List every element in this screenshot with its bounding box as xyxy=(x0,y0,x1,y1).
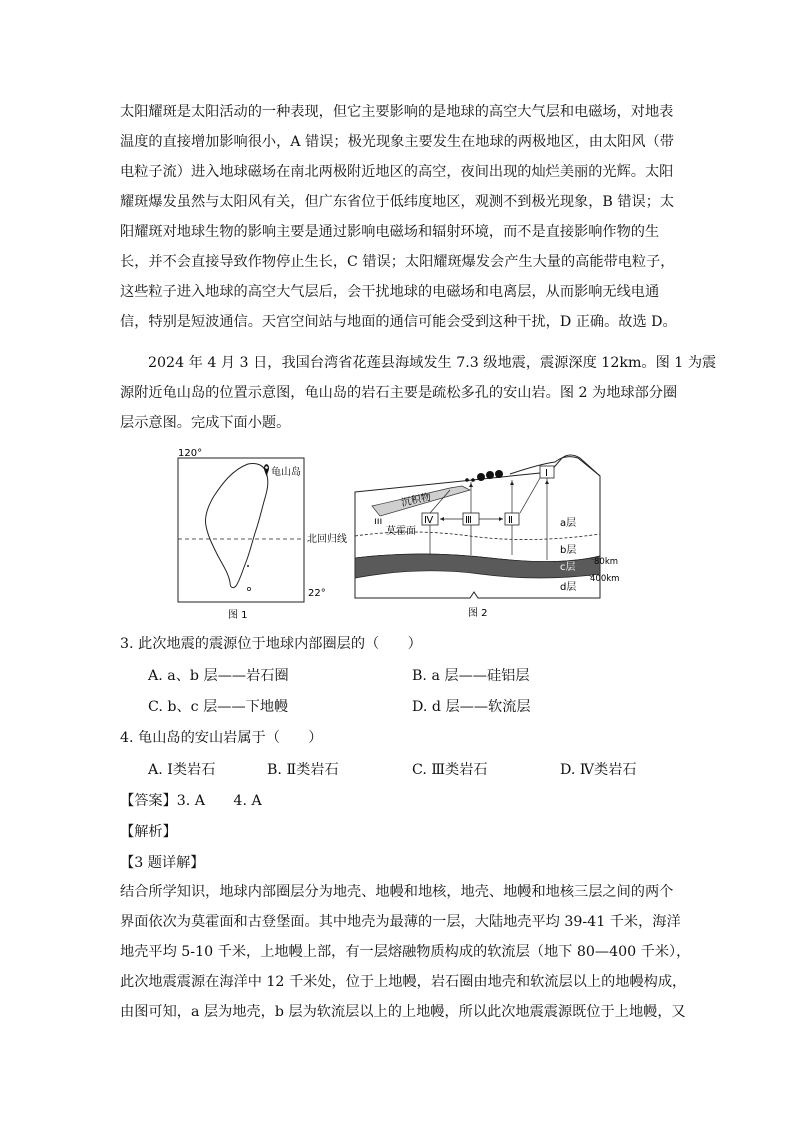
question-3-option-a: A. a、b 层——岩石圈 xyxy=(148,668,289,684)
rock-box-3-label: Ⅲ xyxy=(465,515,472,526)
text-line: 这些粒子进入地球的高空大气层后，会干扰地球的电磁场和电离层，从而影响无线电通 xyxy=(120,284,660,300)
moho-label: 莫霍面 xyxy=(386,526,416,537)
text-line: 温度的直接增加影响很小，A 错误；极光现象主要发生在地球的两极地区，由太阳风（带 xyxy=(120,134,674,150)
question-4-stem: 4. 龟山岛的安山岩属于（ ） xyxy=(120,730,323,746)
paragraph-earthquake-intro xyxy=(120,348,717,438)
text-line: 此次地震震源在海洋中 12 千米处，位于上地幔，岩石圈由地壳和软流层以上的地幔构成， xyxy=(120,974,687,990)
question-4-option-b: B. Ⅱ类岩石 xyxy=(267,762,339,778)
layer-c-label: c层 xyxy=(560,562,576,573)
small-island xyxy=(247,587,250,590)
question-4-option-c: C. Ⅲ类岩石 xyxy=(412,762,488,778)
sediment-marks: ııı xyxy=(374,516,383,527)
paragraph-solar-flare xyxy=(120,97,676,337)
text-line: 太阳耀斑是太阳活动的一种表现，但它主要影响的是地球的高空大气层和电磁场，对地表 xyxy=(120,104,674,120)
text-line: 2024 年 4 月 3 日，我国台湾省花莲县海域发生 7.3 级地震，震源深度 12km。图 1 为震 xyxy=(148,355,717,371)
small-island xyxy=(247,565,249,567)
question-3-option-c: C. b、c 层——下地幔 xyxy=(148,699,289,715)
detail-heading: 【3 题详解】 xyxy=(120,855,205,871)
layer-b-label: b层 xyxy=(560,545,577,556)
text-line: 信，特别是短波通信。天宫空间站与地面的通信可能会受到这种干扰，D 正确。故选 D。 xyxy=(120,314,677,330)
figure-1-caption: 图 1 xyxy=(228,610,248,621)
text-line: 源附近龟山岛的位置示意图，龟山岛的岩石主要是疏松多孔的安山岩。图 2 为地球部分圈 xyxy=(120,385,678,401)
analysis-heading: 【解析】 xyxy=(120,824,177,840)
rock-box-2-label: Ⅱ xyxy=(508,515,513,526)
question-3-stem: 3. 此次地震的震源位于地球内部圈层的（ ） xyxy=(120,636,422,652)
longitude-label: 120° xyxy=(178,448,203,459)
text-line: 界面依次为莫霍面和古登堡面。其中地壳为最薄的一层，大陆地壳平均 39-41 千米，海洋 xyxy=(120,914,681,930)
text-line: 耀斑爆发虽然与太阳风有关，但广东省位于低纬度地区，观测不到极光现象，B 错误；太 xyxy=(120,194,675,210)
text-line: 层示意图。完成下面小题。 xyxy=(120,415,291,431)
text-line: 阳耀斑对地球生物的影响主要是通过影响电磁场和辐射环境，而不是直接影响作物的生 xyxy=(120,224,660,240)
figure-2-diagram xyxy=(350,450,630,622)
text-line: 地壳平均 5-10 千米，上地幔上部，有一层熔融物质构成的软流层（地下 80—400 千米）， xyxy=(120,944,691,960)
question-4-option-d: D. Ⅳ类岩石 xyxy=(560,762,637,778)
island-label: 龟山岛 xyxy=(271,467,301,478)
figure-1-map xyxy=(170,446,347,624)
layer-a-label: a层 xyxy=(560,518,577,529)
text-line: 由图可知，a 层为地壳，b 层为软流层以上的上地幔，所以此次地震震源既位于上地幔，又 xyxy=(120,1004,686,1020)
taiwan-island-shape xyxy=(205,463,267,587)
question-3-option-d: D. d 层——软流层 xyxy=(412,699,531,715)
depth-80-label: 80km xyxy=(594,557,619,567)
tropic-label: 北回归线 xyxy=(307,534,347,545)
rock-box-4-label: Ⅳ xyxy=(424,515,434,526)
figure-2-caption: 图 2 xyxy=(468,608,488,619)
paragraph-explanation xyxy=(120,877,691,1027)
rock-box-1-label: Ⅰ xyxy=(545,468,548,479)
depth-400-label: 400km xyxy=(590,574,620,584)
latitude-label: 22° xyxy=(308,588,326,599)
text-line: 结合所学知识，地球内部圈层分为地壳、地幔和地核，地壳、地幔和地核三层之间的两个 xyxy=(120,884,674,900)
sediment-label: 沉积物 xyxy=(400,491,432,509)
layer-d-label: d层 xyxy=(560,582,577,593)
answer-line: 【答案】3. A 4. A xyxy=(120,793,262,809)
question-4-option-a: A. Ⅰ类岩石 xyxy=(148,762,216,778)
text-line: 电粒子流）进入地球磁场在南北两极附近地区的高空，夜间出现的灿烂美丽的光辉。太阳 xyxy=(120,164,674,180)
text-line: 长，并不会直接导致作物停止生长，C 错误；太阳耀斑爆发会产生大量的高能带电粒子， xyxy=(120,254,675,270)
question-3-option-b: B. a 层——硅铝层 xyxy=(412,668,530,684)
